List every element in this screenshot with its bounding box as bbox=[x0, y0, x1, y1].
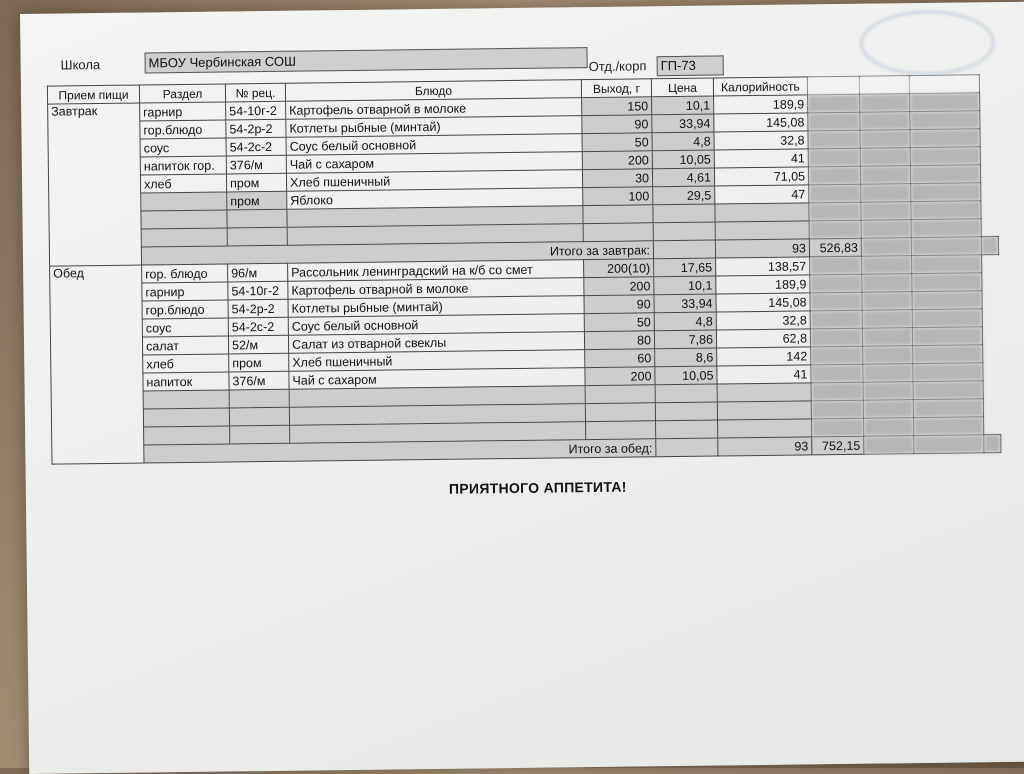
meal-name-cell: Обед bbox=[50, 265, 144, 464]
yield-cell: 90 bbox=[582, 115, 652, 134]
section-cell: напиток гор. bbox=[140, 156, 226, 175]
dish-cell: Яблоко bbox=[287, 188, 583, 210]
empty-price-cell bbox=[656, 420, 718, 439]
empty-blur-cell bbox=[812, 418, 864, 437]
fat-cell-blurred bbox=[861, 184, 911, 203]
carbs-cell-blurred bbox=[911, 183, 981, 202]
yield-cell: 150 bbox=[582, 97, 652, 116]
empty-recipe-cell bbox=[227, 209, 287, 228]
yield-cell: 200 bbox=[585, 367, 655, 386]
empty-calories-cell bbox=[718, 419, 812, 438]
fat-cell-blurred bbox=[862, 292, 912, 311]
empty-section-cell bbox=[143, 408, 229, 427]
carbs-cell-blurred bbox=[910, 147, 980, 166]
dish-cell: Картофель отварной в молоке bbox=[288, 278, 584, 300]
col-price: Цена bbox=[651, 78, 713, 97]
empty-blur-cell bbox=[811, 382, 863, 401]
price-cell: 17,65 bbox=[654, 258, 716, 277]
protein-cell-blurred bbox=[810, 310, 862, 329]
protein-cell-blurred bbox=[808, 148, 860, 167]
calories-cell: 71,05 bbox=[714, 167, 808, 186]
calories-cell: 145,08 bbox=[714, 113, 808, 132]
total-empty-cell bbox=[656, 438, 718, 457]
yield-cell: 60 bbox=[585, 349, 655, 368]
dish-cell: Чай с сахаром bbox=[289, 368, 585, 390]
empty-recipe-cell bbox=[229, 407, 289, 426]
col-carbs-blurred bbox=[909, 75, 979, 94]
protein-cell-blurred bbox=[808, 130, 860, 149]
fat-cell-blurred bbox=[862, 256, 912, 275]
empty-calories-cell bbox=[717, 401, 811, 420]
total-fat-blurred bbox=[911, 237, 981, 256]
dept-value-field: ГП-73 bbox=[657, 55, 724, 76]
protein-cell-blurred bbox=[811, 364, 863, 383]
empty-blur-cell bbox=[911, 219, 981, 238]
yield-cell: 30 bbox=[582, 169, 652, 188]
section-cell: гор.блюдо bbox=[140, 120, 226, 139]
recipe-cell: 54-2р-2 bbox=[228, 299, 288, 318]
empty-blur-cell bbox=[861, 220, 911, 239]
total-label: Итого за завтрак: bbox=[141, 241, 653, 265]
calories-cell: 62,8 bbox=[716, 329, 810, 348]
fat-cell-blurred bbox=[860, 112, 910, 131]
price-cell: 10,1 bbox=[654, 276, 716, 295]
recipe-cell: пром bbox=[229, 353, 289, 372]
section-cell: соус bbox=[142, 318, 228, 337]
recipe-cell: 54-2с-2 bbox=[226, 137, 286, 156]
price-cell: 7,86 bbox=[654, 330, 716, 349]
fat-cell-blurred bbox=[862, 274, 912, 293]
total-price: 93 bbox=[715, 239, 809, 258]
empty-blur-cell bbox=[913, 399, 983, 418]
carbs-cell-blurred bbox=[912, 255, 982, 274]
dish-cell: Котлеты рыбные (минтай) bbox=[286, 116, 582, 138]
yield-cell: 100 bbox=[583, 187, 653, 206]
carbs-cell-blurred bbox=[912, 327, 982, 346]
yield-cell: 200(10) bbox=[584, 259, 654, 278]
protein-cell-blurred bbox=[811, 346, 863, 365]
empty-blur-cell bbox=[913, 381, 983, 400]
section-cell: салат bbox=[142, 336, 228, 355]
dish-cell: Соус белый основной bbox=[288, 314, 584, 336]
empty-calories-cell bbox=[717, 383, 811, 402]
section-cell: хлеб bbox=[140, 174, 226, 193]
price-cell: 4,8 bbox=[654, 312, 716, 331]
school-label: Школа bbox=[60, 57, 101, 73]
price-cell: 33,94 bbox=[654, 294, 716, 313]
calories-cell: 189,9 bbox=[714, 95, 808, 114]
dish-cell: Хлеб пшеничный bbox=[286, 170, 582, 192]
protein-cell-blurred bbox=[809, 184, 861, 203]
section-cell: гор.блюдо bbox=[142, 300, 228, 319]
price-cell: 8,6 bbox=[655, 348, 717, 367]
fat-cell-blurred bbox=[860, 148, 910, 167]
total-fat-blurred bbox=[914, 435, 984, 454]
dish-cell: Чай с сахаром bbox=[286, 152, 582, 174]
recipe-cell: 54-10г-2 bbox=[226, 101, 286, 120]
col-yield: Выход, г bbox=[581, 79, 651, 98]
price-cell: 10,05 bbox=[655, 366, 717, 385]
protein-cell-blurred bbox=[810, 274, 862, 293]
protein-cell-blurred bbox=[810, 292, 862, 311]
menu-sheet bbox=[20, 2, 1024, 774]
calories-cell: 189,9 bbox=[716, 275, 810, 294]
empty-calories-cell bbox=[715, 221, 809, 240]
fat-cell-blurred bbox=[863, 364, 913, 383]
empty-blur-cell bbox=[863, 382, 913, 401]
protein-cell-blurred bbox=[808, 166, 860, 185]
empty-blur-cell bbox=[809, 202, 861, 221]
total-price: 93 bbox=[718, 437, 812, 456]
empty-blur-cell bbox=[913, 417, 983, 436]
yield-cell: 50 bbox=[582, 133, 652, 152]
empty-price-cell bbox=[653, 204, 715, 223]
recipe-cell: 376/м bbox=[229, 371, 289, 390]
empty-section-cell bbox=[144, 426, 230, 445]
empty-blur-cell bbox=[911, 201, 981, 220]
section-cell: соус bbox=[140, 138, 226, 157]
empty-recipe-cell bbox=[230, 425, 290, 444]
carbs-cell-blurred bbox=[910, 93, 980, 112]
yield-cell: 200 bbox=[582, 151, 652, 170]
col-protein-blurred bbox=[807, 76, 859, 95]
price-cell: 33,94 bbox=[652, 114, 714, 133]
carbs-cell-blurred bbox=[913, 363, 983, 382]
section-cell: хлеб bbox=[143, 354, 229, 373]
carbs-cell-blurred bbox=[913, 345, 983, 364]
section-cell: гарнир bbox=[140, 102, 226, 121]
empty-recipe-cell bbox=[227, 227, 287, 246]
empty-yield-cell bbox=[586, 421, 656, 440]
meal-name-cell: Завтрак bbox=[48, 103, 142, 266]
empty-yield-cell bbox=[585, 403, 655, 422]
fat-cell-blurred bbox=[860, 94, 910, 113]
calories-cell: 32,8 bbox=[714, 131, 808, 150]
empty-price-cell bbox=[655, 402, 717, 421]
col-calories: Калорийность bbox=[713, 77, 807, 96]
yield-cell: 200 bbox=[584, 277, 654, 296]
price-cell: 10,1 bbox=[652, 96, 714, 115]
section-cell: гор. блюдо bbox=[142, 264, 228, 283]
total-carbs-blurred bbox=[984, 435, 1001, 453]
carbs-cell-blurred bbox=[912, 291, 982, 310]
yield-cell: 90 bbox=[584, 295, 654, 314]
menu-table bbox=[47, 74, 1002, 465]
protein-cell-blurred bbox=[810, 328, 862, 347]
total-empty-cell bbox=[653, 240, 715, 259]
calories-cell: 41 bbox=[717, 365, 811, 384]
dish-cell: Соус белый основной bbox=[286, 134, 582, 156]
empty-yield-cell bbox=[583, 205, 653, 224]
total-protein-blurred bbox=[864, 436, 914, 455]
footer-message: ПРИЯТНОГО АППЕТИТА! bbox=[448, 478, 627, 497]
empty-price-cell bbox=[653, 222, 715, 241]
yield-cell: 50 bbox=[584, 313, 654, 332]
empty-section-cell bbox=[143, 390, 229, 409]
carbs-cell-blurred bbox=[912, 273, 982, 292]
fat-cell-blurred bbox=[860, 130, 910, 149]
price-cell: 29,5 bbox=[653, 186, 715, 205]
dish-cell: Рассольник ленинградский на к/б со смет bbox=[288, 260, 584, 282]
recipe-cell: 96/м bbox=[228, 263, 288, 282]
price-cell: 10,05 bbox=[652, 150, 714, 169]
empty-calories-cell bbox=[715, 203, 809, 222]
empty-yield-cell bbox=[583, 223, 653, 242]
calories-cell: 138,57 bbox=[716, 257, 810, 276]
fat-cell-blurred bbox=[863, 346, 913, 365]
recipe-cell: пром bbox=[226, 173, 286, 192]
empty-recipe-cell bbox=[229, 389, 289, 408]
recipe-cell: 376/м bbox=[226, 155, 286, 174]
protein-cell-blurred bbox=[808, 112, 860, 131]
dish-cell: Салат из отварной свеклы bbox=[288, 332, 584, 354]
fat-cell-blurred bbox=[862, 310, 912, 329]
total-calories: 526,83 bbox=[809, 238, 861, 257]
fat-cell-blurred bbox=[860, 166, 910, 185]
calories-cell: 47 bbox=[715, 185, 809, 204]
recipe-cell: 54-10г-2 bbox=[228, 281, 288, 300]
recipe-cell: пром bbox=[227, 191, 287, 210]
calories-cell: 145,08 bbox=[716, 293, 810, 312]
recipe-cell: 52/м bbox=[228, 335, 288, 354]
price-cell: 4,61 bbox=[652, 168, 714, 187]
fat-cell-blurred bbox=[862, 328, 912, 347]
col-meal: Прием пищи bbox=[47, 85, 139, 104]
col-section: Раздел bbox=[139, 84, 225, 103]
col-fat-blurred bbox=[859, 76, 909, 95]
empty-price-cell bbox=[655, 384, 717, 403]
col-dish: Блюдо bbox=[285, 80, 581, 102]
recipe-cell: 54-2с-2 bbox=[228, 317, 288, 336]
total-carbs-blurred bbox=[981, 237, 998, 255]
section-cell bbox=[141, 192, 227, 211]
carbs-cell-blurred bbox=[912, 309, 982, 328]
empty-blur-cell bbox=[864, 418, 914, 437]
total-protein-blurred bbox=[861, 238, 911, 257]
empty-blur-cell bbox=[811, 400, 863, 419]
empty-blur-cell bbox=[861, 202, 911, 221]
calories-cell: 41 bbox=[714, 149, 808, 168]
total-label: Итого за обед: bbox=[144, 439, 656, 463]
total-calories: 752,15 bbox=[812, 436, 864, 455]
dept-label: Отд./корп bbox=[588, 58, 647, 75]
section-cell: гарнир bbox=[142, 282, 228, 301]
dish-cell: Хлеб пшеничный bbox=[289, 350, 585, 372]
recipe-cell: 54-2р-2 bbox=[226, 119, 286, 138]
carbs-cell-blurred bbox=[910, 111, 980, 130]
empty-section-cell bbox=[141, 228, 227, 247]
dish-cell: Котлеты рыбные (минтай) bbox=[288, 296, 584, 318]
empty-yield-cell bbox=[585, 385, 655, 404]
carbs-cell-blurred bbox=[910, 129, 980, 148]
protein-cell-blurred bbox=[808, 94, 860, 113]
col-recipe: № рец. bbox=[225, 83, 285, 102]
carbs-cell-blurred bbox=[910, 165, 980, 184]
empty-blur-cell bbox=[863, 400, 913, 419]
stamp-seal bbox=[860, 10, 995, 76]
price-cell: 4,8 bbox=[652, 132, 714, 151]
calories-cell: 142 bbox=[717, 347, 811, 366]
yield-cell: 80 bbox=[584, 331, 654, 350]
dish-cell: Картофель отварной в молоке bbox=[286, 98, 582, 120]
empty-blur-cell bbox=[809, 220, 861, 239]
empty-section-cell bbox=[141, 210, 227, 229]
section-cell: напиток bbox=[143, 372, 229, 391]
school-name-field: МБОУ Чербинская СОШ bbox=[144, 47, 587, 73]
protein-cell-blurred bbox=[810, 256, 862, 275]
calories-cell: 32,8 bbox=[716, 311, 810, 330]
